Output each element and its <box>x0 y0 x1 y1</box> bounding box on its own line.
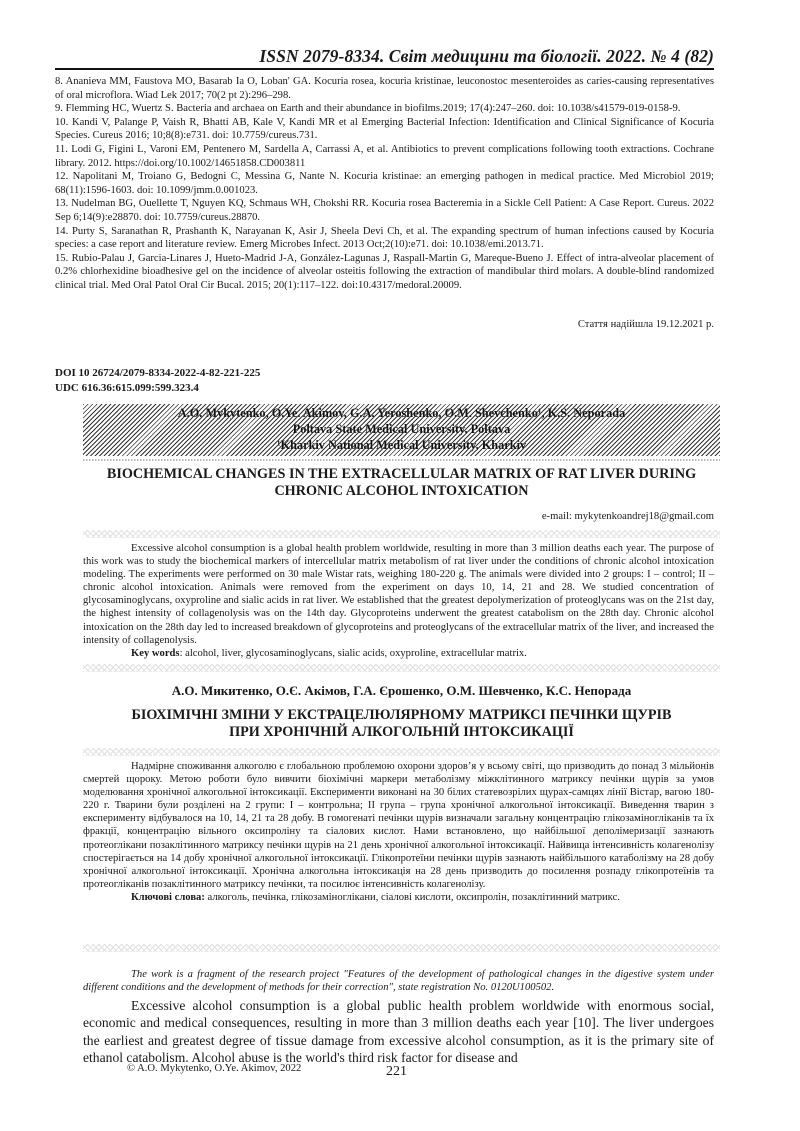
body-intro <box>83 997 714 1067</box>
keywords-ua-label: Ключові слова: <box>131 891 205 903</box>
udc: UDC 616.36:615.099:599.323.4 <box>55 382 199 394</box>
reference-item: 10. Kandi V, Palange P, Vaish R, Bhatti AB, Kale V, Kandi MR et al Emerging Bacterial Infection: Identification and Clinical Significance of Kocuria Species. Cureus 2016; 10;8(8):e731. doi: 10.7759/cureus.731. <box>55 116 714 142</box>
reference-item: 9. Flemming HC, Wuertz S. Bacteria and archaea on Earth and their abundance in biofilms.2019; 17(4):247–260. doi: 10.1038/s41579-019-0158-9. <box>55 103 681 115</box>
reference-list <box>55 75 714 293</box>
keywords-en-list: : alcohol, liver, glycosaminoglycans, sialic acids, oxyproline, extracellular matrix. <box>179 647 527 659</box>
reference-item: 11. Lodi G, Figini L, Varoni EM, Pentenero M, Sardella A, Carrassi A, et al. Antibiotics to prevent complications following tooth extractions. Cochrane library. 2012. https://doi.org/10.1002/14651858.CD003811 <box>55 143 714 169</box>
article-title-ua <box>83 707 720 741</box>
acknowledgement-text: The work is a fragment of the research project "Features of the development of pathological changes in the digestive system under different conditions and the development of methods for their correction", state registration No. 0120U100502. <box>83 969 714 994</box>
wave-divider <box>83 530 720 538</box>
wave-divider <box>83 664 720 672</box>
doi: DOI 10 26724/2079-8334-2022-4-82-221-225 <box>55 367 261 379</box>
reference-item: 13. Nudelman BG, Ouellette T, Nguyen KQ, Schmaus WH, Chokshi RR. Kocuria rosea Bacteremia in a Sickle Cell Patient: A Case Report. Cureus. 2022 Sep 6;14(9):e28870. doi: 10.7759/cureus.28870. <box>55 198 714 223</box>
title-en-line-1: BIOCHEMICAL CHANGES IN THE EXTRACELLULAR MATRIX OF RAT LIVER DURING <box>106 466 697 482</box>
abstract-en <box>83 542 714 660</box>
author-email: e-mail: mykytenkoandrej18@gmail.com <box>541 511 714 522</box>
wave-divider <box>83 944 720 952</box>
article-title-en <box>83 466 720 500</box>
abstract-ua <box>83 760 714 904</box>
title-ua-line-1: БІОХІМІЧНІ ЗМІНИ У ЕКСТРАЦЕЛЮЛЯРНОМУ МАТРИКСІ ПЕЧІНКИ ЩУРІВ <box>131 707 672 723</box>
title-en-line-2: CHRONIC ALCOHOL INTOXICATION <box>274 483 529 499</box>
copyright-line: © A.O. Mykytenko, O.Ye. Akimov, 2022 <box>127 1063 302 1074</box>
author-block <box>83 405 720 453</box>
keywords-en <box>131 647 714 660</box>
keywords-ua-list: алкоголь, печінка, глікозаміноглікани, сіалові кислоти, оксипролін, позаклітинний матрикс. <box>204 891 620 903</box>
authors-ua: А.О. Микитенко, О.Є. Акімов, Г.А. Єрошенко, О.М. Шевченко, К.С. Непорада <box>171 683 632 698</box>
running-head: ISSN 2079-8334. Світ медицини та біології. 2022. № 4 (82) <box>259 46 714 66</box>
body-paragraph: Excessive alcohol consumption is a global public health problem worldwide with enormous social, economic and medical consequences, resulting in more than 3 million deaths each year [10]. The liver undergoes the earliest and greatest degree of tissue damage from excessive alcohol consumption, as it is the primary site of ethanol catabolism. Alcohol abuse is the world's third risk factor for disease and <box>83 998 714 1066</box>
affiliation-2: ¹Kharkiv National Medical University, Kharkiv <box>276 438 527 452</box>
reference-item: 15. Rubio-Palau J, Garcia-Linares J, Hueto-Madrid J-A, González-Lagunas J, Raspall-Martin G, Mareque-Bueno J. Effect of intra-alveolar placement of 0.2% chlorhexidine bioadhesive gel on the incidence of alveolar osteitis following the extraction of mandibular third molars. A double-blind randomized clinical trial. Med Oral Patol Oral Cir Bucal. 2015; 20(1):117–122. doi:10.4317/medoral.20009. <box>55 252 714 291</box>
abstract-en-text: Excessive alcohol consumption is a global health problem worldwide, resulting in more than 3 million deaths each year. The purpose of this work was to study the biochemical markers of intercellular matrix metabolism of rat liver under the conditions of chronic alcohol intoxication modeling. The experiments were performed on 30 male Wistar rats, weighing 180-220 g. The animals were divided into 2 groups: I – control; II – chronic alcohol intoxication. Animals were removed from the experiment on days 10, 14, 21 and 28. We studied concentration of glycosaminoglycans, oxyproline and sialic acids in rat liver. We established that the greatest depolymerization of proteoglycans was on the 21st day, the highest intensity of collagenolysis was on the 14th day. Glycoproteins underwent the greatest catabolism on the 28th day. Chronic alcohol intoxication on the 28th day led to increased breakdown of glycoproteins and proteoglycans of the extracellular matrix of the liver, and increased the intensity of collagenolysis. <box>83 543 714 646</box>
article-identifiers <box>55 366 260 396</box>
reference-item: 8. Ananieva MM, Faustova MO, Basarab Ia O, Loban' GA. Kocuria rosea, kocuria kristinae, leuconostoc mesenteroides as caries-causing representatives of oral microflora. Wiad Lek 2017; 70(2 pt 2):296–298. <box>55 76 714 101</box>
abstract-ua-text: Надмірне споживання алкоголю є глобальною проблемою охорони здоров’я у всьому світі, що призводить до понад 3 мільйонів смертей щороку. Метою роботи було вивчити біохімічні маркери метаболізму міжклітинного матриксу печінки щурів за умов моделювання хронічної алкогольної інтоксикації. Експерименти виконані на 30 білих статевозрілих щурах-самцях лінії Вістар, вагою 180-220 г. Тварини були розділені на 2 групи: І – контрольна; ІІ група – група хронічної алкогольної інтоксикації. Виведення тварин з експерименту відбувалося на 10, 14, 21 та 28 добу. В гомогенаті печінки щурів визначали загальну концентрацію глікозаміногліканів та їх фракції, концентрацію вільного оксипроліну та сіалових кислот. Нами встановлено, що найбільшої деполімеризації зазнають протеоглікани позаклітинного матриксу печінки щурів на 21 день хронічної алкогольної інтоксикації. Найвища інтенсивність колагенолізу спостерігається на 14 добу хронічної алкогольної інтоксикації. Глікопротеїни печінки щурів зазнають найбільшого катаболізму на 28 добу хронічної алкогольної інтоксикації. Хронічна алкогольна інтоксикація на 28 день призводить до посилення розпаду глікопротеїнів та протеогліканів позаклітинного матриксу печінки, та посилює інтенсивність колагенолізу. <box>83 761 714 890</box>
reference-item: 12. Napolitani M, Troiano G, Bedogni C, Messina G, Nante N. Kocuria kristinae: an emerging pathogen in medical practice. Med Microbiol 2019; 68(11):1596-1603. doi: 10.1099/jmm.0.001023. <box>55 171 714 196</box>
wave-divider <box>83 748 720 756</box>
authors-en: A.O. Mykytenko, O.Ye. Akimov, G.A. Yeroshenko, O.M. Shevchenko¹, K.S. Neporada <box>177 406 626 420</box>
dotted-divider <box>83 459 720 461</box>
header-rule <box>55 68 714 70</box>
affiliation-1: Poltava State Medical University, Poltava <box>292 422 511 436</box>
title-ua-line-2: ПРИ ХРОНІЧНІЙ АЛКОГОЛЬНІЙ ІНТОКСИКАЦІЇ <box>229 724 574 740</box>
reference-item: 14. Purty S, Saranathan R, Prashanth K, Narayanan K, Asir J, Sheela Devi Ch, et al. The expanding spectrum of human infections caused by Kocuria species: a case report and literature review. Emerg Microbes Infect. 2013 Oct;2(10):e71. doi: 10.1038/emi.2013.71. <box>55 225 714 251</box>
keywords-ua <box>131 891 714 904</box>
page-number: 221 <box>386 1064 407 1079</box>
acknowledgement <box>83 968 714 994</box>
keywords-en-label: Key words <box>131 647 180 659</box>
received-date-note: Стаття надійшла 19.12.2021 р. <box>577 319 714 330</box>
